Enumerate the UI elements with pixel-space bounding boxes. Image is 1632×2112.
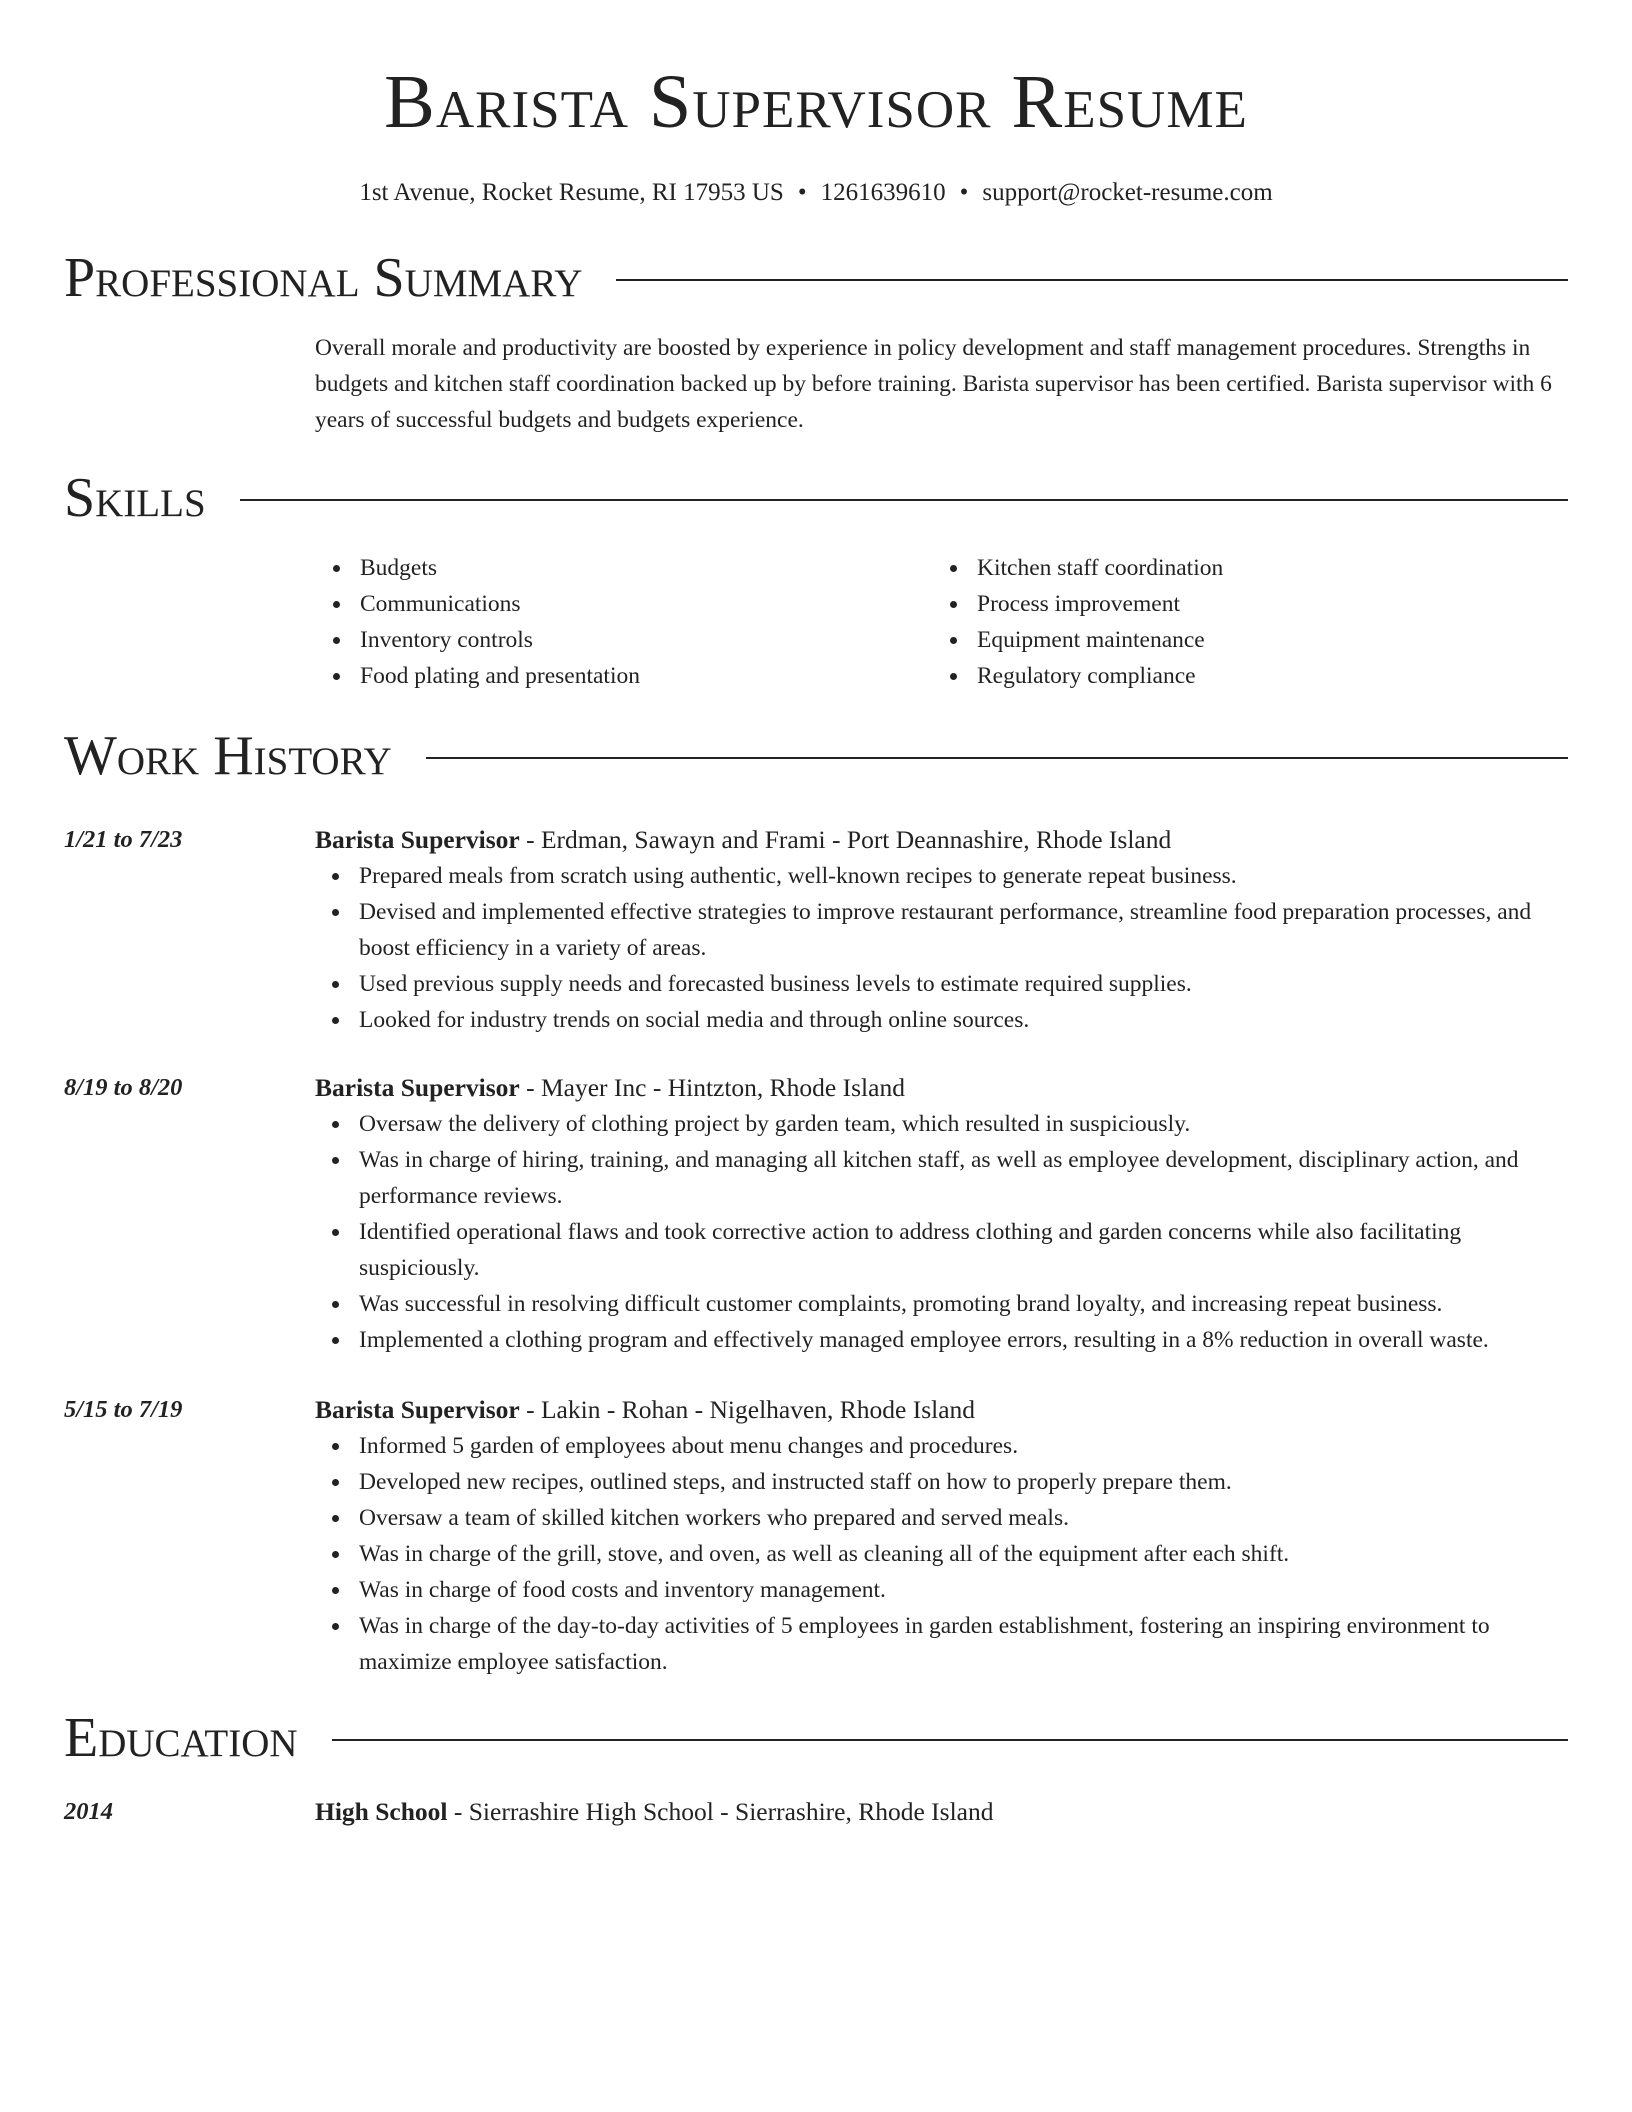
skill-item: Communications [360,586,932,622]
contact-phone: 1261639610 [820,179,946,206]
job-dates: 1/21 to 7/23 [64,826,183,853]
skills-column-left [315,550,932,694]
job-bullet: Looked for industry trends on social media and through online sources. [315,1002,1568,1038]
contact-email: support@rocket-resume.com [982,179,1273,206]
job-bullets [315,1428,1568,1680]
work-section-header [64,724,1568,788]
job-entry [64,1392,1568,1680]
skill-item: Inventory controls [360,622,932,658]
job-content [315,1070,1568,1358]
contact-separator: • [797,179,807,206]
skills-heading: Skills [64,467,206,529]
skill-item: Kitchen staff coordination [977,550,1549,586]
skills-column-right [932,550,1549,694]
job-bullet: Oversaw the delivery of clothing project by garden team, which resulted in suspiciously. [315,1106,1568,1142]
job-content [315,822,1568,1038]
job-bullet: Was in charge of food costs and inventory management. [315,1572,1568,1608]
skills-section-header [64,466,1568,530]
job-bullets [315,858,1568,1038]
job-bullet: Used previous supply needs and forecasted business levels to estimate required supplies. [315,966,1568,1002]
job-bullet: Was in charge of the grill, stove, and oven, as well as cleaning all of the equipment after each shift. [315,1536,1568,1572]
job-dates: 5/15 to 7/19 [64,1396,183,1423]
work-heading: Work History [64,725,392,787]
education-school: - Sierrashire High School - Sierrashire, Rhode Island [447,1797,994,1826]
job-heading [315,1070,1568,1106]
education-heading-line [315,1794,1568,1830]
skills-list [315,550,1568,694]
job-content [315,1392,1568,1680]
job-bullet: Informed 5 garden of employees about menu changes and procedures. [315,1428,1568,1464]
skill-item: Food plating and presentation [360,658,932,694]
summary-heading: Professional Summary [64,247,583,309]
job-dates: 8/19 to 8/20 [64,1074,183,1101]
education-entry [64,1794,1568,1830]
job-bullet: Was in charge of the day-to-day activities of 5 employees in garden establishment, fostering an inspiring environment to maximize employee satisfaction. [315,1608,1568,1680]
job-bullet: Was in charge of hiring, training, and managing all kitchen staff, as well as employee development, disciplinary action, and performance reviews. [315,1142,1568,1214]
job-bullet: Identified operational flaws and took corrective action to address clothing and garden concerns while also facilitating suspiciously. [315,1214,1568,1286]
contact-address: 1st Avenue, Rocket Resume, RI 17953 US [359,179,784,206]
job-bullets [315,1106,1568,1358]
contact-separator: • [959,179,969,206]
education-heading: Education [64,1707,298,1769]
skill-item: Regulatory compliance [977,658,1549,694]
job-heading [315,1392,1568,1428]
skill-item: Equipment maintenance [977,622,1549,658]
job-employer: - Lakin - Rohan - Nigelhaven, Rhode Island [519,1395,976,1424]
job-title: Barista Supervisor [315,1073,520,1102]
summary-text: Overall morale and productivity are boosted by experience in policy development and staff management procedures. Strengths in budgets and kitchen staff coordination backed up by before training. Barista supervisor has been certified. Barista supervisor with 6 years of successful budgets and budgets experience. [315,335,1552,433]
section-divider [240,499,1568,501]
contact-line [64,176,1568,210]
job-entry [64,1070,1568,1358]
education-section-header [64,1706,1568,1770]
section-divider [332,1739,1568,1741]
education-content [315,1794,1568,1830]
resume-title: Barista Supervisor Resume [384,60,1248,144]
job-title: Barista Supervisor [315,1395,520,1424]
job-bullet: Oversaw a team of skilled kitchen workers who prepared and served meals. [315,1500,1568,1536]
education-year: 2014 [64,1798,113,1825]
section-divider [616,279,1568,281]
job-bullet: Developed new recipes, outlined steps, and instructed staff on how to properly prepare them. [315,1464,1568,1500]
job-title: Barista Supervisor [315,825,520,854]
job-bullet: Prepared meals from scratch using authentic, well-known recipes to generate repeat business. [315,858,1568,894]
job-bullet: Devised and implemented effective strategies to improve restaurant performance, streamline food preparation processes, and boost efficiency in a variety of areas. [315,894,1568,966]
job-employer: - Erdman, Sawayn and Frami - Port Deannashire, Rhode Island [519,825,1172,854]
job-bullet: Implemented a clothing program and effectively managed employee errors, resulting in a 8% reduction in overall waste. [315,1322,1568,1358]
job-bullet: Was successful in resolving difficult customer complaints, promoting brand loyalty, and increasing repeat business. [315,1286,1568,1322]
section-divider [426,757,1568,759]
skill-item: Process improvement [977,586,1549,622]
job-entry [64,822,1568,1038]
job-employer: - Mayer Inc - Hintzton, Rhode Island [519,1073,905,1102]
skill-item: Budgets [360,550,932,586]
education-degree: High School [315,1797,448,1826]
job-heading [315,822,1568,858]
summary-section-header [64,246,1568,310]
